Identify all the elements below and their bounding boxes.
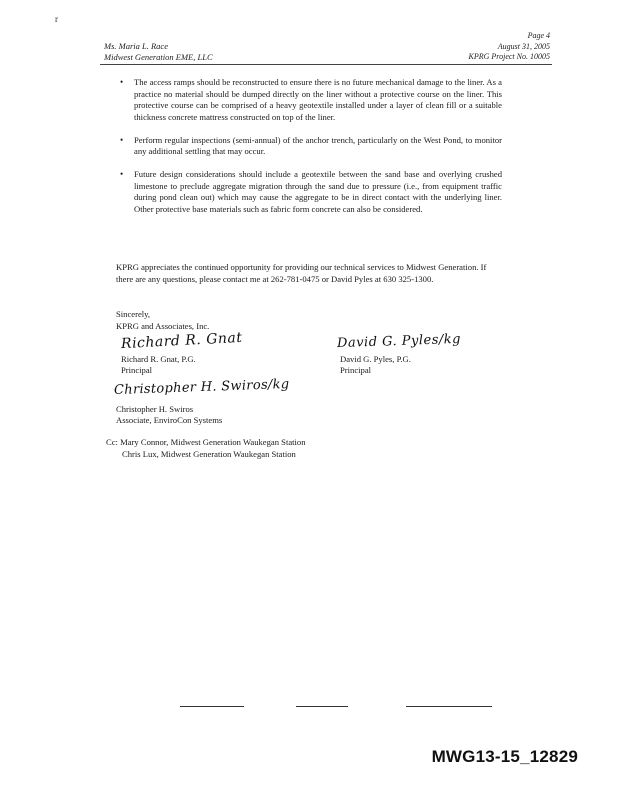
signatory-title: Associate, EnviroCon Systems bbox=[116, 415, 223, 425]
company-name: KPRG and Associates, Inc. bbox=[116, 320, 210, 331]
recipient-name: Ms. Maria L. Race bbox=[104, 41, 168, 51]
signatory-swiros bbox=[116, 404, 222, 426]
signature-pyles: David G. Pyles/kg bbox=[336, 331, 462, 352]
project-number: KPRG Project No. 10005 bbox=[468, 52, 550, 61]
footer-rule bbox=[296, 706, 348, 707]
valediction: Sincerely, bbox=[116, 309, 151, 319]
page-number: Page 4 bbox=[527, 31, 550, 40]
recommendation-list bbox=[120, 77, 502, 227]
bates-number: MWG13-15_12829 bbox=[431, 747, 578, 766]
signatory-gnat bbox=[121, 354, 196, 376]
list-item-text: Perform regular inspections (semi-annual) of the anchor trench, particularly on the West Pond, to monitor any additional settling that may occur. bbox=[134, 134, 502, 156]
closing-paragraph: KPRG appreciates the continued opportunity for providing our technical services to Midwest Generation. If there are any questions, please contact me at 262-781-0475 or David Pyles at 630 325-1300. bbox=[116, 262, 487, 284]
list-item-text: Future design considerations should include a geotextile between the sand base and overlying crushed limestone to preclude aggregate migration through the sand due to pressure (i.e., from equipment traffic during pond clean out) which may cause the aggregate to be in direct contact with the underlying liner. Other protective base materials such as fabric form concrete can also be considered. bbox=[134, 169, 502, 214]
bullet-icon: • bbox=[120, 134, 124, 145]
closing-block bbox=[116, 309, 209, 332]
recipient-company: Midwest Generation EME, LLC bbox=[104, 52, 213, 62]
header-divider bbox=[100, 64, 552, 65]
footer-rule bbox=[406, 706, 492, 707]
signature-gnat: Richard R. Gnat bbox=[120, 329, 243, 353]
corner-mark: r bbox=[55, 14, 58, 24]
signatory-pyles bbox=[340, 354, 411, 376]
page-info-header bbox=[469, 31, 550, 63]
signatory-name: Christopher H. Swiros bbox=[116, 404, 194, 414]
list-item-text: The access ramps should be reconstructed to ensure there is no future mechanical damage to the liner. As a practice no material should be dumped directly on the liner without a protective course on the liner. This protective course can be comprised of a heavy geotextile installed under a layer of clean fill or a suitable thickness concrete mattress constructed on top of the liner. bbox=[134, 77, 502, 122]
signatory-name: David G. Pyles, P.G. bbox=[340, 354, 411, 364]
cc-line: Chris Lux, Midwest Generation Waukegan Station bbox=[122, 448, 296, 459]
signatory-name: Richard R. Gnat, P.G. bbox=[121, 354, 196, 364]
signatory-title: Principal bbox=[340, 365, 372, 375]
signatory-title: Principal bbox=[121, 365, 153, 375]
letter-date: August 31, 2005 bbox=[497, 41, 550, 51]
bullet-icon: • bbox=[120, 77, 124, 87]
signature-swiros: Christopher H. Swiros/kg bbox=[113, 376, 290, 399]
list-item bbox=[120, 77, 502, 123]
bullet-icon: • bbox=[120, 169, 124, 179]
list-item bbox=[120, 135, 502, 158]
carbon-copy-list bbox=[106, 437, 306, 460]
footer-rule bbox=[180, 706, 244, 707]
list-item bbox=[120, 169, 502, 215]
recipient-header bbox=[104, 41, 213, 63]
cc-line: Cc: Mary Connor, Midwest Generation Waukegan Station bbox=[106, 437, 306, 447]
